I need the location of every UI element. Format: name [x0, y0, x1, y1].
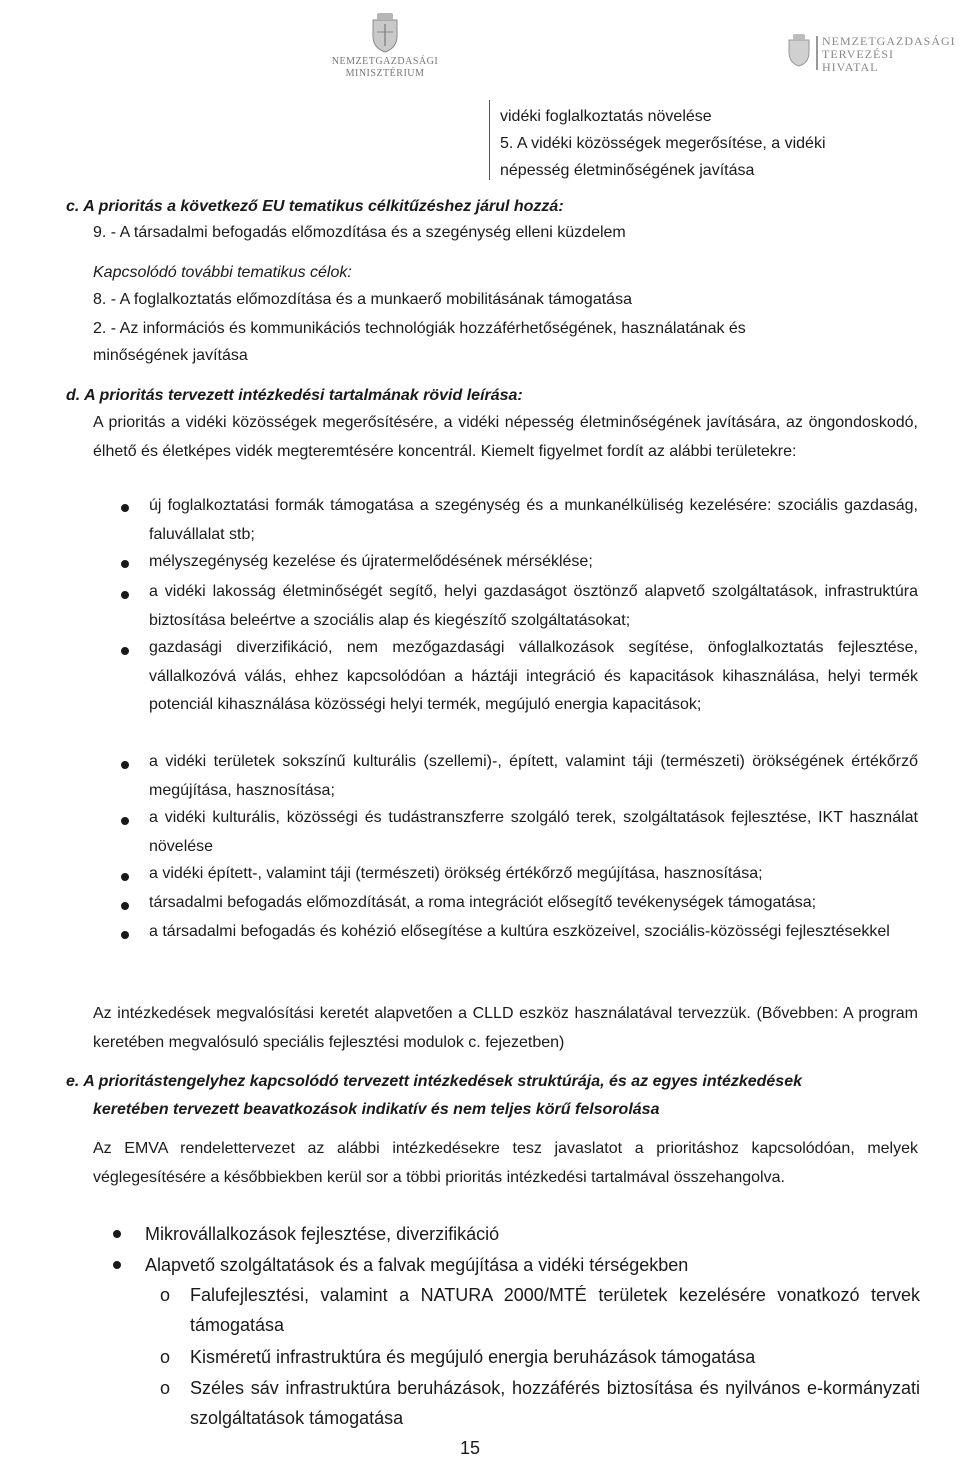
bullet-icon — [121, 761, 129, 769]
section-c-related-2a: 2. - Az információs és kommunikációs technológiák hozzáférhetőségének, használatának és — [93, 320, 746, 337]
list-item: Alapvető szolgáltatások és a falvak megújítása a vidéki térségekben — [145, 1255, 689, 1275]
coat-of-arms-icon — [786, 32, 812, 68]
bullet-icon — [121, 931, 129, 939]
list-item: a társadalmi befogadás és kohézió elősegítése a kultúra eszközeivel, szociális-közösségi fejlesztésekkel — [149, 923, 890, 940]
list-item: Kisméretű infrastruktúra és megújuló energia beruházások támogatása — [190, 1347, 756, 1367]
section-e-heading-2: keretében tervezett beavatkozások indikatív és nem teljes körű felsorolása — [93, 1101, 660, 1118]
section-e-paragraph: Az EMVA rendelettervezet az alábbi intézkedésekre tesz javaslatot a prioritáshoz kapcsolódóan, melyek véglegesítésére a későbbiekben kerül sor a többi prioritás intézkedési tartalmával összehangolva. — [93, 1140, 918, 1186]
logo-line-1: NEMZETGAZDASÁGI — [331, 56, 439, 67]
page-number: 15 — [460, 1438, 481, 1458]
bullet-icon — [121, 873, 129, 881]
list-item: Mikrovállalkozások fejlesztése, diverzifikáció — [145, 1224, 500, 1244]
circle-bullet-icon: o — [160, 1347, 171, 1367]
list-item: társadalmi befogadás előmozdítását, a roma integrációt elősegítő tevékenységek támogatása; — [149, 894, 817, 911]
section-d-paragraph: A prioritás a vidéki közösségek megerősítésére, a vidéki népesség életminőségének javítására, az öngondoskodó, élhető és életképes vidék megteremtésére koncentrál. Kiemelt figyelmet fordít az alábbi területekre: — [93, 414, 918, 460]
section-c-goal: 9. - A társadalmi befogadás előmozdítása és a szegénység elleni küzdelem — [93, 224, 626, 241]
bullet-icon — [121, 902, 129, 910]
section-c-related-1: 8. - A foglalkoztatás előmozdítása és a munkaerő mobilitásának támogatása — [93, 291, 632, 308]
circle-bullet-icon: o — [160, 1378, 171, 1398]
bullet-icon — [113, 1261, 121, 1269]
logo-line-1: NEMZETGAZDASÁGI — [822, 34, 956, 48]
bullet-icon — [121, 817, 129, 825]
bullet-icon — [121, 560, 129, 568]
planning-office-logo — [786, 28, 956, 78]
logo-line-2: TERVEZÉSI — [822, 47, 895, 61]
bullet-icon — [121, 591, 129, 599]
circle-bullet-icon: o — [160, 1285, 171, 1305]
list-item: új foglalkoztatási formák támogatása a szegénység és a munkanélküliség kezelésére: szociális gazdaság, faluvállalat stb; — [149, 497, 918, 543]
table-cell-border — [489, 100, 490, 180]
list-item: Széles sáv infrastruktúra beruházások, hozzáférés biztosítása és nyilvános e-kormányzati szolgáltatások támogatása — [190, 1378, 920, 1428]
bullet-icon — [113, 1230, 121, 1238]
logo-line-3: HIVATAL — [822, 60, 879, 74]
section-c-related-2b: minőségének javítása — [93, 347, 248, 364]
logo-line-2: MINISZTÉRIUM — [345, 68, 425, 79]
table-cell-text-2: 5. A vidéki közösségek megerősítése, a vidéki — [500, 135, 826, 152]
section-c-related-label: Kapcsolódó további tematikus célok: — [93, 264, 352, 281]
list-item: a vidéki területek sokszínű kulturális (szellemi)-, épített, valamint táji (természeti) örökségének értékőrző megújítása, hasznosítása; — [149, 753, 918, 799]
section-e-heading-1: e. A prioritástengelyhez kapcsolódó tervezett intézkedések struktúrája, és az egyes intézkedések — [66, 1073, 802, 1090]
list-item: a vidéki épített-, valamint táji (természeti) örökség értékőrző megújítása, hasznosítása; — [149, 865, 763, 882]
list-item: a vidéki lakosság életminőségét segítő, helyi gazdaságot ösztönző alapvető szolgáltatások, infrastruktúra biztosítása beleértve a szociális alap és kiegészítő szolgáltatásokat; — [149, 583, 918, 629]
ministry-logo — [330, 10, 440, 82]
list-item: a vidéki kulturális, közösségi és tudástranszferre szolgáló terek, szolgáltatások fejlesztése, IKT használat növelése — [149, 809, 918, 855]
section-d-closing: Az intézkedések megvalósítási keretét alapvetően a CLLD eszköz használatával tervezzük. (Bővebben: A program keretében megvalósuló speciális fejlesztési modulok c. fejezetben) — [93, 1005, 918, 1051]
table-cell-text-1: vidéki foglalkoztatás növelése — [500, 108, 712, 125]
list-item: Falufejlesztési, valamint a NATURA 2000/MTÉ területek kezelésére vonatkozó tervek támogatása — [190, 1285, 920, 1335]
section-d-heading: d. A prioritás tervezett intézkedési tartalmának rövid leírása: — [66, 387, 523, 404]
list-item: gazdasági diverzifikáció, nem mezőgazdasági vállalkozások segítése, önfoglalkoztatás fejlesztése, vállalkozóvá válás, ehhez kapcsolódóan a háztáji integráció és kapacitások kihasználása, helyi termék potenciál kihasználása közösségi helyi termék, megújuló energia kapacitások; — [149, 639, 918, 713]
bullet-icon — [121, 504, 129, 512]
list-item: mélyszegénység kezelése és újratermelődésének mérséklése; — [149, 553, 593, 570]
table-cell-text-3: népesség életminőségének javítása — [500, 162, 755, 179]
coat-of-arms-icon — [365, 10, 405, 54]
bullet-icon — [121, 647, 129, 655]
section-c-heading: c. A prioritás a következő EU tematikus célkitűzéshez járul hozzá: — [66, 198, 564, 215]
